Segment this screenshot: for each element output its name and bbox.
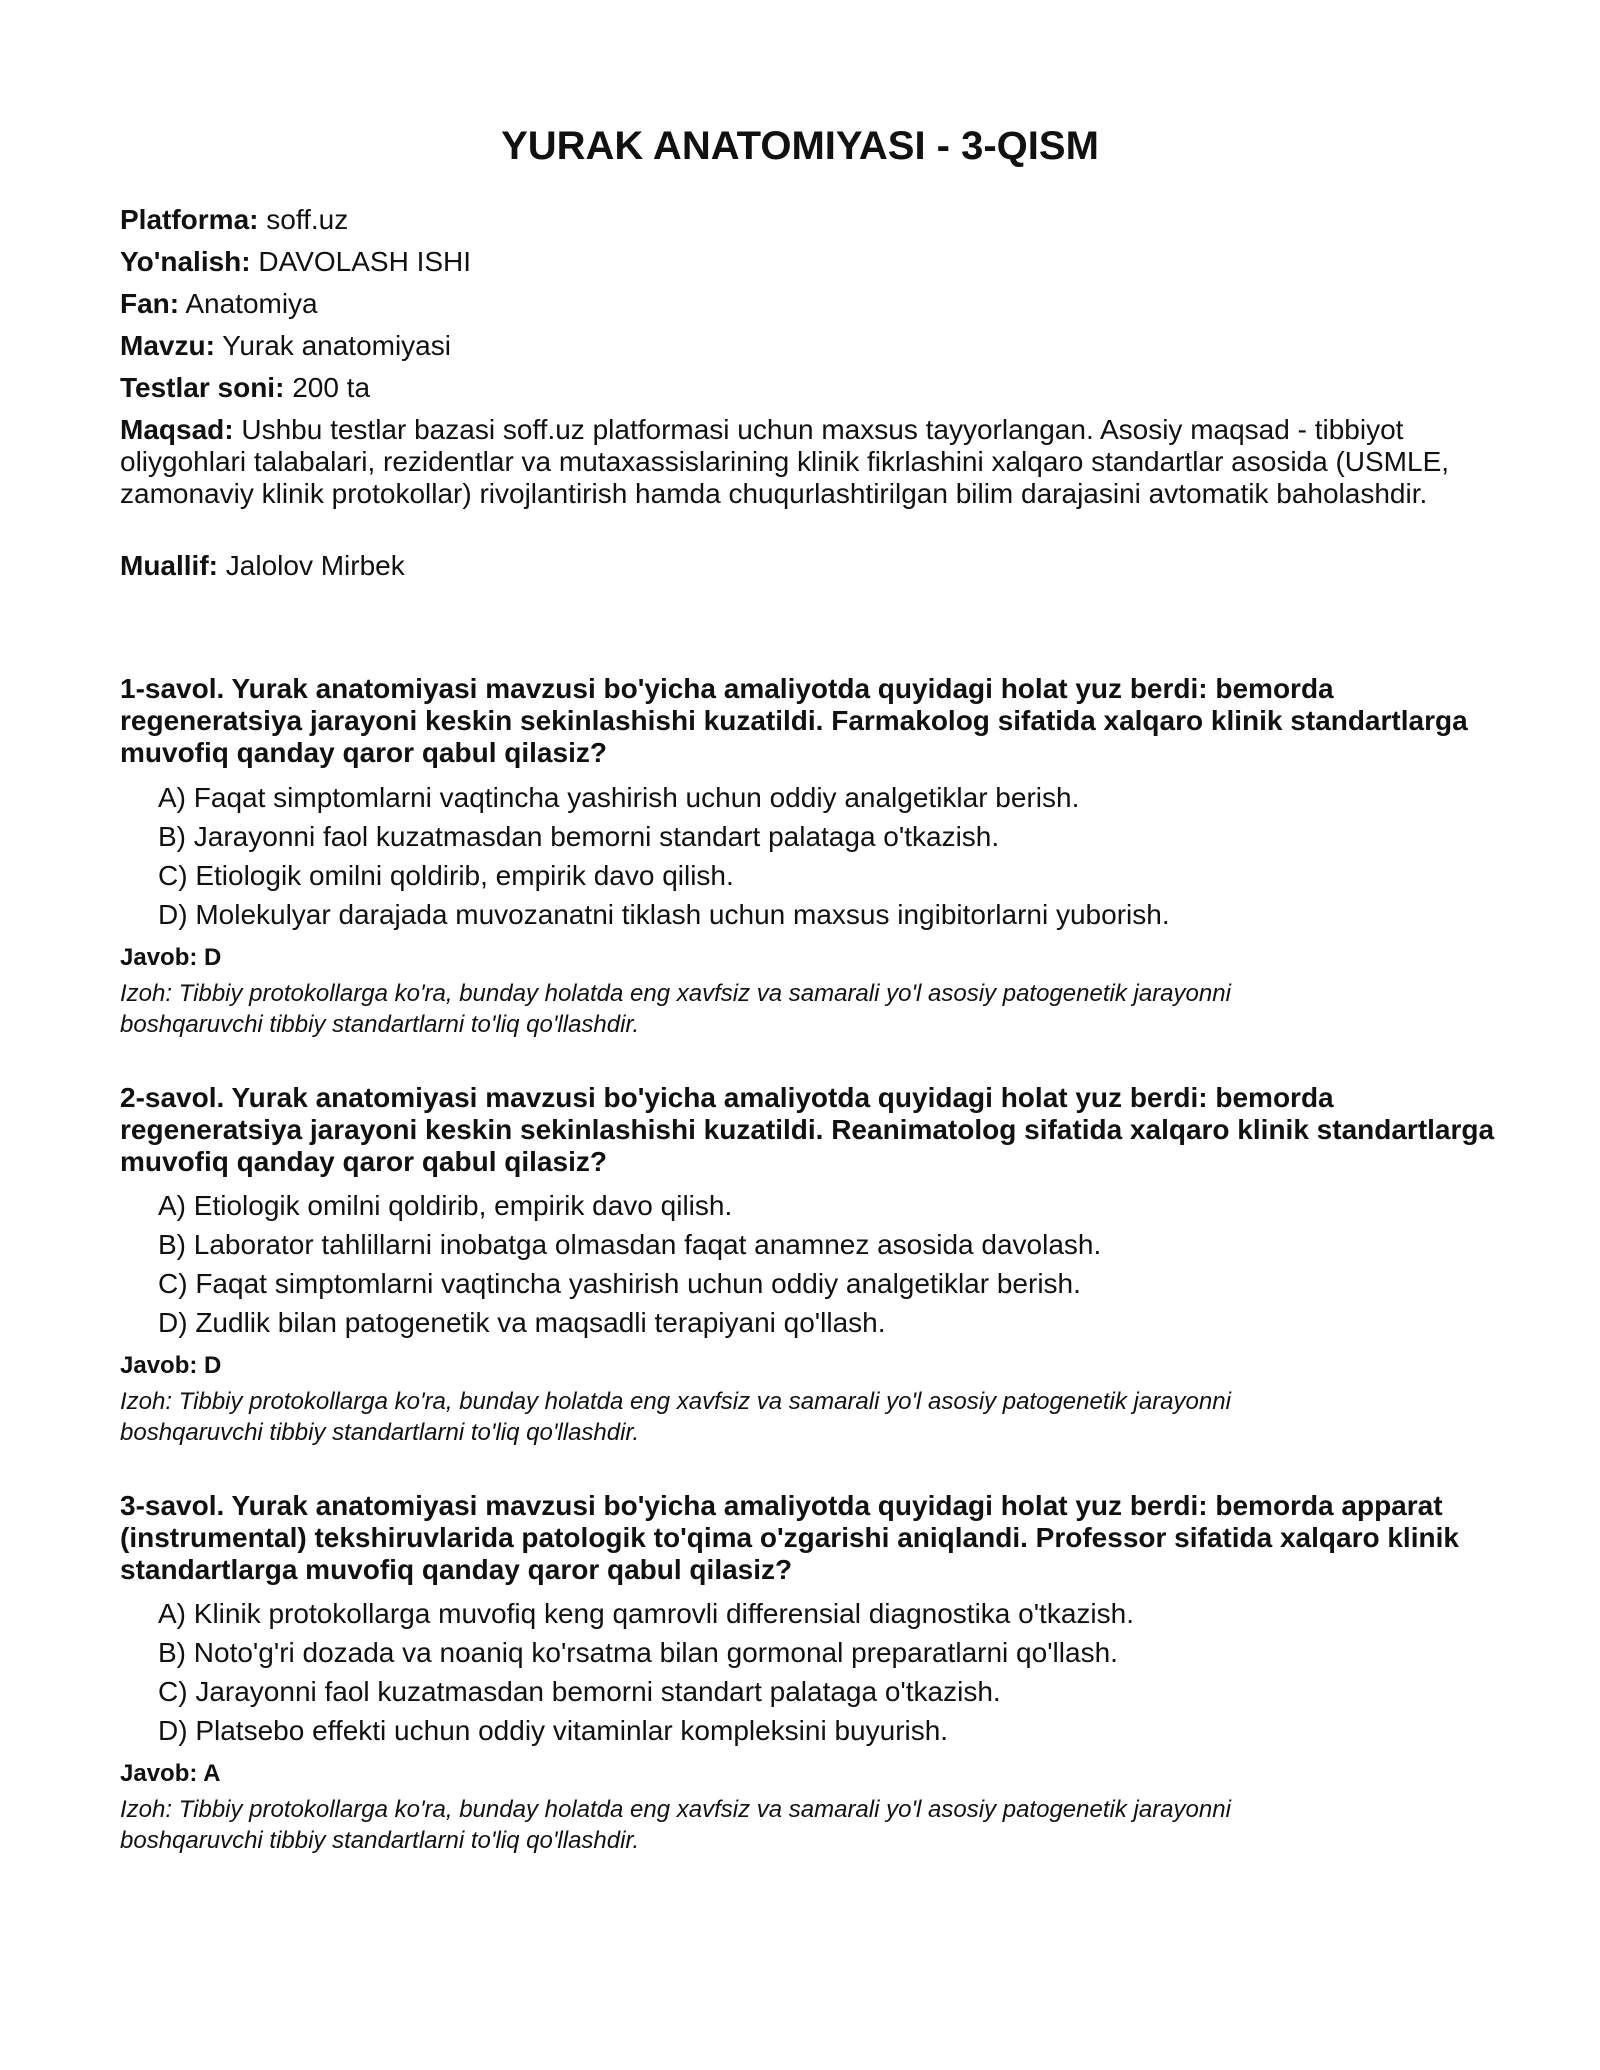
question-1-option-a: A) Faqat simptomlarni vaqtincha yashirish uchun oddiy analgetiklar berish.	[158, 782, 1080, 813]
question-1-option-b: B) Jarayonni faol kuzatmasdan bemorni standart palataga o'tkazish.	[158, 821, 1000, 852]
question-1-option-d: D) Molekulyar darajada muvozanatni tiklash uchun maxsus ingibitorlarni yuborish.	[158, 899, 1170, 930]
meta-goal	[120, 414, 1480, 510]
question-2-option-c: C) Faqat simptomlarni vaqtincha yashirish uchun oddiy analgetiklar berish.	[158, 1268, 1081, 1299]
question-3-option-c: C) Jarayonni faol kuzatmasdan bemorni standart palataga o'tkazish.	[158, 1676, 1001, 1707]
meta-tests-value: 200 ta	[292, 372, 371, 403]
question-1-text: 1-savol. Yurak anatomiyasi mavzusi bo'yicha amaliyotda quyidagi holat yuz berdi: bemorda regeneratsiya jarayoni keskin sekinlashishi kuzatildi. Farmakolog sifatida xalqaro klinik standartlarga muvofiq qanday qaror qabul qilasiz?	[120, 673, 1468, 768]
question-3-option-a: A) Klinik protokollarga muvofiq keng qamrovli differensial diagnostika o'tkazish.	[158, 1598, 1134, 1629]
meta-direction-label: Yo'nalish:	[120, 246, 251, 277]
question-2-option-b: B) Laborator tahlillarni inobatga olmasdan faqat anamnez asosida davolash.	[158, 1229, 1102, 1260]
question-1-option-c: C) Etiologik omilni qoldirib, empirik davo qilish.	[158, 860, 734, 891]
meta-subject-value: Anatomiya	[185, 288, 318, 319]
question-2-option-d: D) Zudlik bilan patogenetik va maqsadli terapiyani qo'llash.	[158, 1307, 886, 1338]
meta-platform	[120, 204, 1480, 236]
meta-topic-value: Yurak anatomiyasi	[222, 330, 451, 361]
question-3-text: 3-savol. Yurak anatomiyasi mavzusi bo'yicha amaliyotda quyidagi holat yuz berdi: bemorda apparat (instrumental) tekshiruvlarida patologik to'qima o'zgarishi aniqlandi. Professor sifatida xalqaro klinik standartlarga muvofiq qanday qaror qabul qilasiz?	[120, 1490, 1459, 1585]
meta-goal-label: Maqsad:	[120, 414, 234, 445]
question-3-option-b: B) Noto'g'ri dozada va noaniq ko'rsatma bilan gormonal preparatlarni qo'llash.	[158, 1637, 1118, 1668]
question-3-answer: Javob: A	[120, 1760, 221, 1787]
meta-topic-label: Mavzu:	[120, 330, 215, 361]
question-2-note: Izoh: Tibbiy protokollarga ko'ra, bunday holatda eng xavfsiz va samarali yo'l asosiy patogenetik jarayonni boshqaruvchi tibbiy standartlarni to'liq qo'llashdir.	[120, 1388, 1231, 1446]
meta-platform-label: Platforma:	[120, 204, 259, 235]
meta-subject	[120, 288, 1480, 320]
question-2-text: 2-savol. Yurak anatomiyasi mavzusi bo'yicha amaliyotda quyidagi holat yuz berdi: bemorda regeneratsiya jarayoni keskin sekinlashishi kuzatildi. Reanimatolog sifatida xalqaro klinik standartlarga muvofiq qanday qaror qabul qilasiz?	[120, 1082, 1495, 1177]
meta-tests-label: Testlar soni:	[120, 372, 285, 403]
meta-tests-count	[120, 372, 1480, 404]
question-1-note: Izoh: Tibbiy protokollarga ko'ra, bunday holatda eng xavfsiz va samarali yo'l asosiy patogenetik jarayonni boshqaruvchi tibbiy standartlarni to'liq qo'llashdir.	[120, 980, 1231, 1038]
meta-author-label: Muallif:	[120, 550, 218, 581]
meta-platform-value: soff.uz	[266, 204, 349, 235]
question-1-answer: Javob: D	[120, 944, 222, 971]
meta-author	[120, 550, 1480, 582]
question-3-note: Izoh: Tibbiy protokollarga ko'ra, bunday holatda eng xavfsiz va samarali yo'l asosiy patogenetik jarayonni boshqaruvchi tibbiy standartlarni to'liq qo'llashdir.	[120, 1796, 1231, 1854]
document-title: YURAK ANATOMIYASI - 3-QISM	[501, 124, 1099, 168]
meta-author-value: Jalolov Mirbek	[225, 550, 405, 581]
meta-subject-label: Fan:	[120, 288, 180, 319]
question-2-answer: Javob: D	[120, 1352, 222, 1379]
meta-topic	[120, 330, 1480, 362]
question-2-option-a: A) Etiologik omilni qoldirib, empirik davo qilish.	[158, 1190, 733, 1221]
meta-direction-value: DAVOLASH ISHI	[258, 246, 472, 277]
question-3-option-d: D) Platsebo effekti uchun oddiy vitaminlar kompleksini buyurish.	[158, 1715, 949, 1746]
meta-direction	[120, 246, 1480, 278]
meta-goal-value: Ushbu testlar bazasi soff.uz platformasi uchun maxsus tayyorlangan. Asosiy maqsad - tibbiyot oliygohlari talabalari, rezidentlar va mutaxassislarining klinik fikrlashini xalqaro standartlar asosida (USMLE, zamonaviy klinik protokollar) rivojlantirish hamda chuqurlashtirilgan bilim darajasini avtomatik baholashdir.	[120, 414, 1450, 509]
